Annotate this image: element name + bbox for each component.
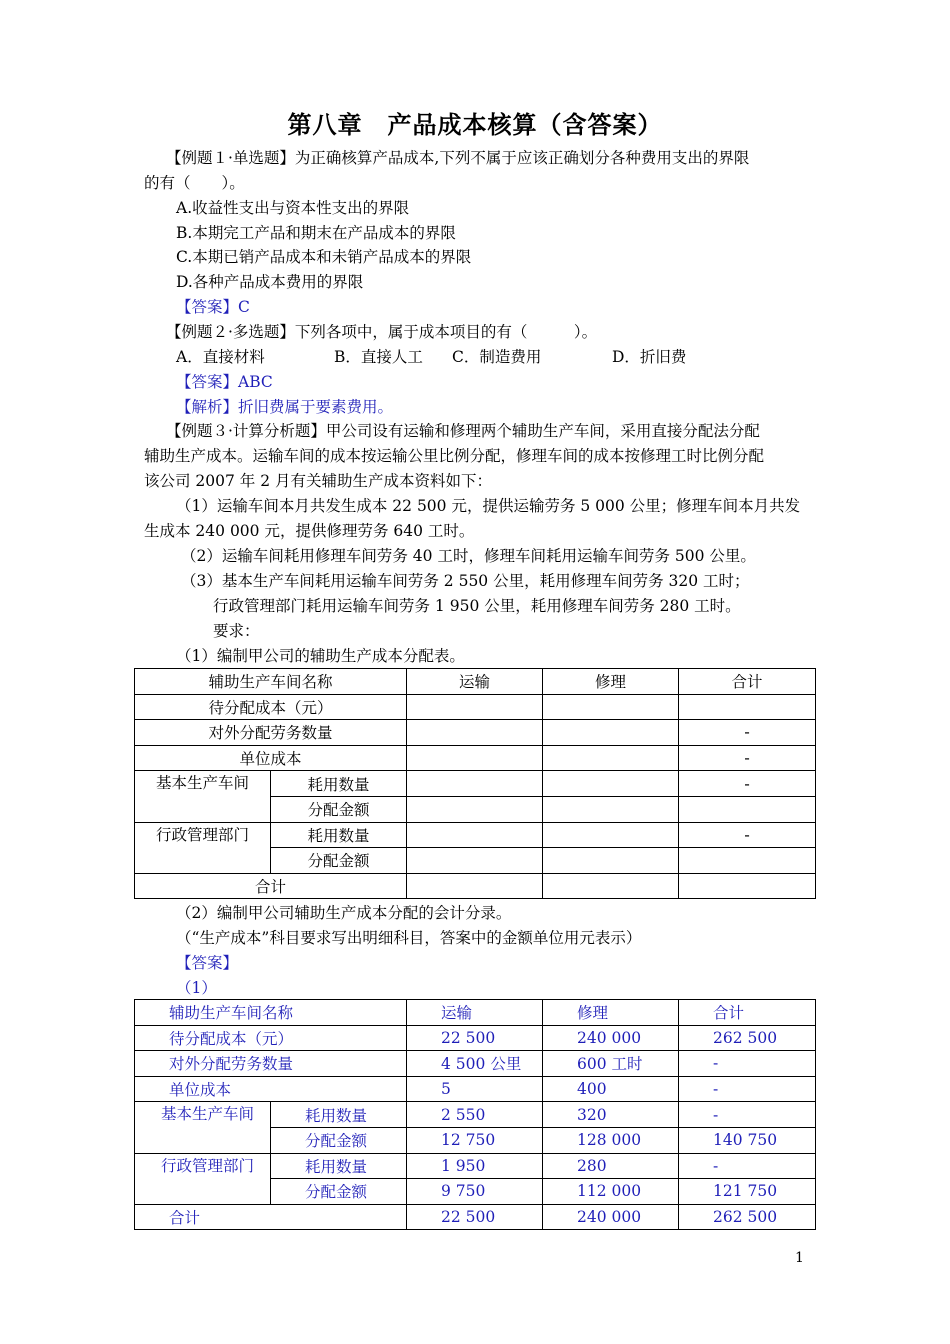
empty-cell bbox=[407, 796, 543, 822]
dash-cell: - bbox=[679, 745, 816, 771]
table-row bbox=[135, 822, 816, 848]
row-label: 分配金额 bbox=[271, 1179, 407, 1205]
total-value: - bbox=[679, 1153, 816, 1179]
empty-cell bbox=[543, 771, 679, 797]
ex2-analysis: 【解析】折旧费属于要素费用。 bbox=[176, 398, 394, 416]
ex3-para1-line1: （1）运输车间本月共发生成本 22 500 元，提供运输劳务 5 000 公里；修理车间本月共发 bbox=[176, 497, 801, 515]
total-value: 262 500 bbox=[679, 1204, 816, 1230]
transport-value: 12 750 bbox=[407, 1127, 543, 1153]
answer-allocation-table bbox=[134, 999, 816, 1230]
table-row bbox=[135, 1204, 816, 1230]
table-row bbox=[135, 1000, 816, 1026]
ex1-question-line1: 【例题１·单选题】为正确核算产品成本,下列不属于应该正确划分各种费用支出的界限 bbox=[166, 149, 750, 167]
dash-cell: - bbox=[679, 720, 816, 746]
dash-cell: - bbox=[679, 822, 816, 848]
empty-cell bbox=[407, 848, 543, 874]
empty-cell bbox=[679, 796, 816, 822]
row-label: 合计 bbox=[135, 1204, 407, 1230]
group-label: 基本生产车间 bbox=[135, 771, 271, 822]
empty-cell bbox=[407, 873, 543, 899]
table-row bbox=[135, 1102, 816, 1128]
ex2-option-a: A．直接材料 bbox=[176, 348, 265, 366]
ex3-requirement-2: （2）编制甲公司辅助生产成本分配的会计分录。 bbox=[176, 904, 512, 922]
ex3-question-line3: 该公司 2007 年 2 月有关辅助生产成本资料如下： bbox=[144, 472, 493, 490]
row-label: 耗用数量 bbox=[271, 822, 407, 848]
table-row bbox=[135, 1153, 816, 1179]
row-label: 分配金额 bbox=[271, 1127, 407, 1153]
repair-value: 400 bbox=[543, 1076, 679, 1102]
dash-cell: - bbox=[679, 771, 816, 797]
header-transport: 运输 bbox=[407, 1000, 543, 1026]
page-title: 第八章 产品成本核算（含答案） bbox=[287, 111, 663, 139]
header-repair: 修理 bbox=[543, 1000, 679, 1026]
row-label: 待分配成本（元） bbox=[135, 1025, 407, 1051]
ex3-para2: （2）运输车间耗用修理车间劳务 40 工时，修理车间耗用运输车间劳务 500 公里。 bbox=[181, 547, 756, 565]
repair-value: 320 bbox=[543, 1102, 679, 1128]
empty-cell bbox=[407, 694, 543, 720]
total-value: - bbox=[679, 1051, 816, 1077]
transport-value: 22 500 bbox=[407, 1025, 543, 1051]
header-workshop-name: 辅助生产车间名称 bbox=[135, 1000, 407, 1026]
ex1-answer: 【答案】C bbox=[176, 298, 250, 316]
group-label: 行政管理部门 bbox=[135, 1153, 271, 1204]
row-label: 耗用数量 bbox=[271, 1102, 407, 1128]
ex1-option-d: D.各种产品成本费用的界限 bbox=[176, 273, 364, 291]
table-row bbox=[135, 694, 816, 720]
empty-cell bbox=[407, 720, 543, 746]
row-label: 待分配成本（元） bbox=[135, 694, 407, 720]
total-value: 262 500 bbox=[679, 1025, 816, 1051]
row-label: 耗用数量 bbox=[271, 1153, 407, 1179]
repair-value: 240 000 bbox=[543, 1204, 679, 1230]
empty-cell bbox=[407, 745, 543, 771]
table-row bbox=[135, 1025, 816, 1051]
group-label: 行政管理部门 bbox=[135, 822, 271, 873]
row-label: 分配金额 bbox=[271, 848, 407, 874]
ex2-option-c: C．制造费用 bbox=[452, 348, 542, 366]
total-value: 121 750 bbox=[679, 1179, 816, 1205]
total-value: - bbox=[679, 1076, 816, 1102]
table-row bbox=[135, 745, 816, 771]
empty-cell bbox=[407, 822, 543, 848]
table-row bbox=[135, 720, 816, 746]
ex3-para3-line1: （3）基本生产车间耗用运输车间劳务 2 550 公里，耗用修理车间劳务 320 工时； bbox=[181, 572, 750, 590]
transport-value: 4 500 公里 bbox=[407, 1051, 543, 1077]
ex1-option-a: A.收益性支出与资本性支出的界限 bbox=[176, 199, 410, 217]
total-value: 140 750 bbox=[679, 1127, 816, 1153]
header-workshop-name: 辅助生产车间名称 bbox=[135, 669, 407, 695]
ex2-option-d: D．折旧费 bbox=[612, 348, 687, 366]
row-label: 耗用数量 bbox=[271, 771, 407, 797]
empty-cell bbox=[543, 720, 679, 746]
transport-value: 1 950 bbox=[407, 1153, 543, 1179]
empty-cell bbox=[679, 848, 816, 874]
row-label: 单位成本 bbox=[135, 1076, 407, 1102]
total-value: - bbox=[679, 1102, 816, 1128]
header-repair: 修理 bbox=[543, 669, 679, 695]
repair-value: 600 工时 bbox=[543, 1051, 679, 1077]
ex3-para1-line2: 生成本 240 000 元，提供修理劳务 640 工时。 bbox=[144, 522, 475, 540]
table-row bbox=[135, 669, 816, 695]
empty-cell bbox=[543, 694, 679, 720]
repair-value: 240 000 bbox=[543, 1025, 679, 1051]
ex3-answer-label: 【答案】 bbox=[176, 954, 239, 972]
empty-cell bbox=[679, 694, 816, 720]
ex3-requirement: 要求： bbox=[213, 622, 260, 640]
table-row bbox=[135, 1051, 816, 1077]
header-total: 合计 bbox=[679, 1000, 816, 1026]
row-label: 单位成本 bbox=[135, 745, 407, 771]
row-label: 对外分配劳务数量 bbox=[135, 1051, 407, 1077]
empty-cell bbox=[543, 745, 679, 771]
header-total: 合计 bbox=[679, 669, 816, 695]
ex1-question-line2: 的有（ ）。 bbox=[144, 174, 245, 192]
empty-cell bbox=[679, 873, 816, 899]
header-transport: 运输 bbox=[407, 669, 543, 695]
blank-allocation-table bbox=[134, 668, 816, 899]
empty-cell bbox=[543, 848, 679, 874]
ex2-question: 【例题２·多选题】下列各项中，属于成本项目的有（ ）。 bbox=[166, 323, 598, 341]
ex1-option-b: B.本期完工产品和期末在产品成本的界限 bbox=[176, 224, 456, 242]
ex3-requirement-2-note: （“生产成本”科目要求写出明细科目，答案中的金额单位用元表示） bbox=[176, 929, 642, 947]
row-label: 分配金额 bbox=[271, 796, 407, 822]
transport-value: 22 500 bbox=[407, 1204, 543, 1230]
transport-value: 9 750 bbox=[407, 1179, 543, 1205]
transport-value: 5 bbox=[407, 1076, 543, 1102]
ex3-question-line1: 【例题３·计算分析题】甲公司设有运输和修理两个辅助生产车间，采用直接分配法分配 bbox=[166, 422, 760, 440]
page-number: 1 bbox=[795, 1250, 804, 1266]
ex2-answer: 【答案】ABC bbox=[176, 373, 273, 391]
table-row bbox=[135, 1076, 816, 1102]
ex3-para3-line2: 行政管理部门耗用运输车间劳务 1 950 公里，耗用修理车间劳务 280 工时。 bbox=[213, 597, 741, 615]
ex3-requirement-1: （1）编制甲公司的辅助生产成本分配表。 bbox=[176, 647, 465, 665]
ex3-question-line2: 辅助生产成本。运输车间的成本按运输公里比例分配，修理车间的成本按修理工时比例分配 bbox=[144, 447, 765, 465]
row-label: 对外分配劳务数量 bbox=[135, 720, 407, 746]
repair-value: 128 000 bbox=[543, 1127, 679, 1153]
empty-cell bbox=[407, 771, 543, 797]
row-label: 合计 bbox=[135, 873, 407, 899]
empty-cell bbox=[543, 822, 679, 848]
table-row bbox=[135, 873, 816, 899]
table-row bbox=[135, 771, 816, 797]
repair-value: 280 bbox=[543, 1153, 679, 1179]
ex2-option-b: B．直接人工 bbox=[334, 348, 423, 366]
empty-cell bbox=[543, 796, 679, 822]
ex3-answer-part1: （1） bbox=[176, 979, 217, 997]
transport-value: 2 550 bbox=[407, 1102, 543, 1128]
empty-cell bbox=[543, 873, 679, 899]
group-label: 基本生产车间 bbox=[135, 1102, 271, 1153]
repair-value: 112 000 bbox=[543, 1179, 679, 1205]
ex1-option-c: C.本期已销产品成本和未销产品成本的界限 bbox=[176, 248, 472, 266]
